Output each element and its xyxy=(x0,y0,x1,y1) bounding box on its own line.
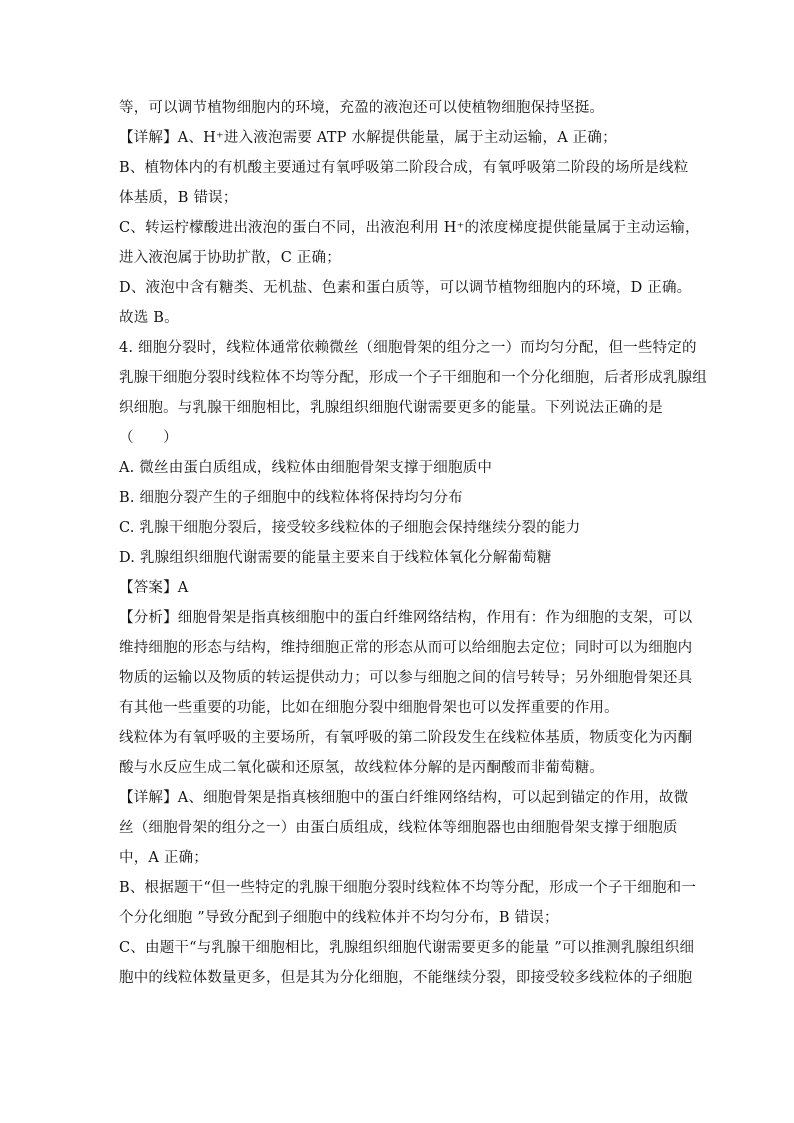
text-line: C、转运柠檬酸进出液泡的蛋白不同，出液泡利用 H⁺的浓度梯度提供能量属于主动运输， xyxy=(119,220,700,236)
option-a: A. 微丝由蛋白质组成，线粒体由细胞骨架支撑于细胞质中 xyxy=(119,460,493,476)
explanation-line: 中，A 正确； xyxy=(119,850,208,866)
text-line: B、植物体内的有机酸主要通过有氧呼吸第二阶段合成，有氧呼吸第二阶段的场所是线粒 xyxy=(119,160,689,176)
explanation-line: 【详解】A、细胞骨架是指真核细胞中的蛋白纤维网络结构，可以起到锚定的作用，故微 xyxy=(119,790,689,806)
explanation-line: 丝（细胞骨架的组分之一）由蛋白质组成，线粒体等细胞器也由细胞骨架支撑于细胞质 xyxy=(119,820,678,836)
explanation-line: B、根据题干“但一些特定的乳腺干细胞分裂时线粒体不均等分配，形成一个子干细胞和一 xyxy=(119,880,697,896)
text-line: D、液泡中含有糖类、无机盐、色素和蛋白质等，可以调节植物细胞内的环境，D 正确。 xyxy=(119,280,692,296)
option-d: D. 乳腺组织细胞代谢需要的能量主要来自于线粒体氧化分解葡萄糖 xyxy=(119,550,552,566)
explanation-line: 个分化细胞 ”导致分配到子细胞中的线粒体并不均匀分布，B 错误； xyxy=(119,910,559,926)
explanation-line: C、由题干“与乳腺干细胞相比，乳腺组织细胞代谢需要更多的能量 ”可以推测乳腺组织细 xyxy=(119,940,695,956)
text-line: 故选 B。 xyxy=(119,310,179,326)
analysis-line: 【分析】细胞骨架是指真核细胞中的蛋白纤维网络结构，作用有：作为细胞的支架，可以 xyxy=(119,610,693,626)
document-body xyxy=(119,98,707,998)
question-stem-line: 4. 细胞分裂时，线粒体通常依赖微丝（细胞骨架的组分之一）而均匀分配，但一些特定的 xyxy=(119,340,697,356)
answer-line: 【答案】A xyxy=(119,580,189,596)
text-line: 【详解】A、H⁺进入液泡需要 ATP 水解提供能量，属于主动运输，A 正确； xyxy=(119,130,617,146)
question-stem-line: 织细胞。与乳腺干细胞相比，乳腺组织细胞代谢需要更多的能量。下列说法正确的是 xyxy=(119,400,663,416)
text-line: 体基质，B 错误； xyxy=(119,190,238,206)
option-b: B. 细胞分裂产生的子细胞中的线粒体将保持均匀分布 xyxy=(119,490,463,506)
analysis-line: 物质的运输以及物质的转运提供动力；可以参与细胞之间的信号转导；另外细胞骨架还具 xyxy=(119,670,693,686)
question-stem-line: （ ） xyxy=(119,430,178,446)
analysis-line: 维持细胞的形态与结构，维持细胞正常的形态从而可以给细胞去定位；同时可以为细胞内 xyxy=(119,640,693,656)
text-line: 进入液泡属于协助扩散，C 正确； xyxy=(119,250,341,266)
analysis-line: 线粒体为有氧呼吸的主要场所，有氧呼吸的第二阶段发生在线粒体基质，物质变化为丙酮 xyxy=(119,730,693,746)
option-c: C. 乳腺干细胞分裂后，接受较多线粒体的子细胞会保持继续分裂的能力 xyxy=(119,520,581,536)
analysis-line: 有其他一些重要的功能，比如在细胞分裂中细胞骨架也可以发挥重要的作用。 xyxy=(119,700,619,716)
text-line: 等，可以调节植物细胞内的环境，充盈的液泡还可以使植物细胞保持坚挺。 xyxy=(119,100,605,116)
explanation-line: 胞中的线粒体数量更多，但是其为分化细胞，不能继续分裂，即接受较多线粒体的子细胞 xyxy=(119,970,693,986)
analysis-line: 酸与水反应生成二氧化碳和还原氢，故线粒体分解的是丙酮酸而非葡萄糖。 xyxy=(119,760,605,776)
question-stem-line: 乳腺干细胞分裂时线粒体不均等分配，形成一个子干细胞和一个分化细胞，后者形成乳腺组 xyxy=(119,370,707,386)
